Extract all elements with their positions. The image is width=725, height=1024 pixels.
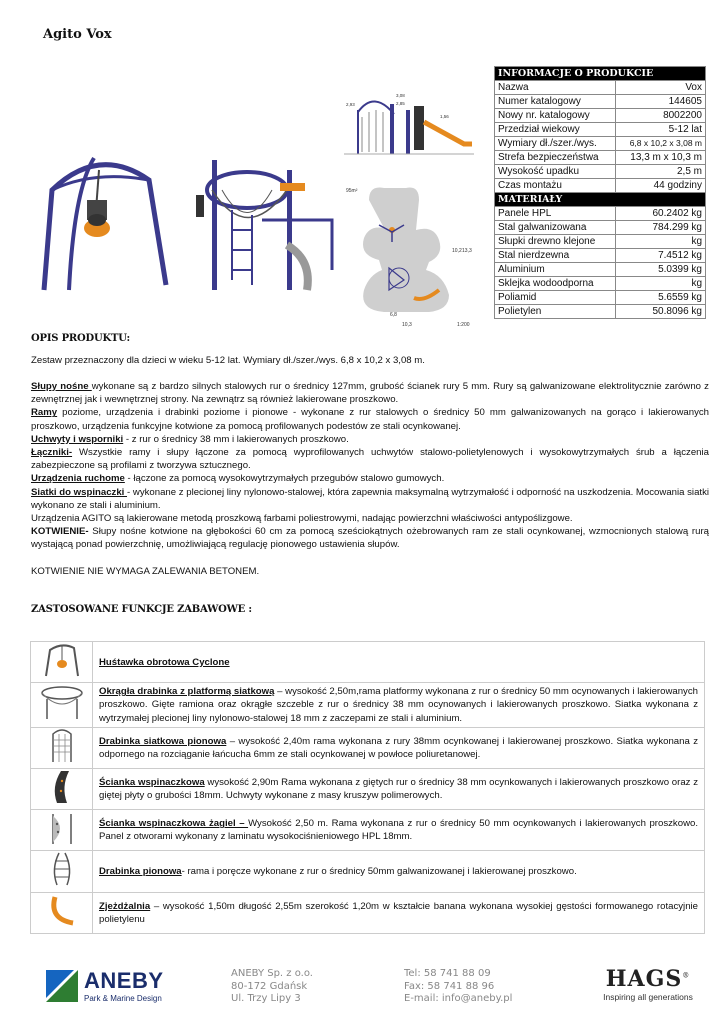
info-label: Stal nierdzewna [495,249,616,263]
info-label: Strefa bezpieczeństwa [495,151,616,165]
info-value: 5-12 lat [616,123,706,137]
info-label: Aluminium [495,263,616,277]
dim-10-2: 10,2 [452,248,462,254]
info-row [495,95,706,109]
info-row [495,165,706,179]
info-row [495,249,706,263]
info-value: 8002200 [616,109,706,123]
dim-10-3: 10,3 [402,322,412,328]
info-label: Polietylen [495,305,616,319]
uchwyty-lead: Uchwyty i wsporniki [31,433,124,445]
info-label: Stal galwanizowana [495,221,616,235]
info-row [495,151,706,165]
info-value: 6,8 x 10,2 x 3,08 m [616,137,706,151]
slide-icon [47,893,77,929]
dim-6-8: 6,8 [390,312,397,318]
dim-13-3: 13,3 [462,248,472,254]
info-row [495,109,706,123]
info-value: 5.0399 kg [616,263,706,277]
function-row: Ścianka wspinaczkowa wysokość 2,90m Rama wykonana z giętych rur o średnicy 38 mm ocynkowanych i lakierowanych proszkowo oraz z giętej płyty o grubości 18mm. Uchwyty wykonane z masy kruszyw polimerowych. [31,769,705,810]
functions-table [30,641,705,934]
function-row: Zjeżdżalnia – wysokość 1,50m długość 2,55m szerokość 1,20m w kształcie banana wykonana wysokiej gęstości formowanego rotacyjnie polietylenu [31,892,705,933]
hags-registered-mark: ® [682,971,691,980]
laczniki-lead: Łączniki- [31,447,73,459]
info-table-header: MATERIAŁY [495,193,706,207]
hags-logo [598,966,698,1006]
product-info-table [494,66,706,319]
info-value: 50.8096 kg [616,305,706,319]
function-row: Drabinka siatkowa pionowa – wysokość 2,40m rama wykonana z rury 38mm ocynkowanej i lakierowanej proszkowo. Siatka wykonana z odpornego na rozciąganie łańcucha 6mm ze stali ocynkowanej w powłoce poliuretanowej. [31,727,705,768]
footer [0,966,725,1016]
plan-view-drawing [344,180,474,330]
info-value: 13,3 m x 10,3 m [616,151,706,165]
ramy-lead: Ramy [31,407,58,419]
contact-block: Tel: 58 741 88 09 Fax: 58 741 88 96 E-mail: info@aneby.pl [404,968,513,1004]
opis-title: OPIS PRODUKTU: [31,333,130,344]
side-view-drawing [344,92,474,160]
info-label: Nazwa [495,81,616,95]
net-ladder-icon [47,728,77,764]
email-link[interactable]: E-mail: info@aneby.pl [404,993,513,1004]
info-label: Sklejka wodoodporna [495,277,616,291]
swing-image [34,150,174,300]
kotwienie-note: KOTWIENIE NIE WYMAGA ZALEWANIA BETONEM. [31,565,260,577]
info-row [495,305,706,319]
info-row [495,277,706,291]
climbing-wall-icon [47,769,77,805]
aneby-logo [44,968,174,1008]
page-title: Agito Vox [43,27,112,42]
info-value: 7.4512 kg [616,249,706,263]
info-label: Panele HPL [495,207,616,221]
opis-body: Słupy nośne wykonane są z bardzo silnych stalowych rur o średnicy 127mm, grubość ścianek rury 5 mm. Rury są galwanizowane elektrolitycznie zarówno z zewnętrznej jak i wewnętrznej strony. Na zewnątrz są również lakierowane proszkowo. Ramy poziome, urządzenia i drabinki poziome i pionowe - wykonane z rur stalowych o średnicy 50 mm galwanizowanych na gorąco i lakierowanych proszkowo, urządzenia funkcyjne kotwione za pomocą profilowanych podestów ze stali ocynkowanej. Uchwyty i wsporniki - z rur o średnicy 38 mm i lakierowanych proszkowo. Łączniki- Wszystkie ramy i słupy łączone za pomocą wyprofilowanych uchwytów stalowo-polietylenowych i wysokowytrzymałych śrub a łączenia zabezpieczone są profilami z tworzywa sztucznego. Urządzenia ruchome - łączone za pomocą wysokowytrzymałych przegubów stalowo gumowych. Siatki do wspinaczki - wykonane z plecionej liny nylonowo-stalowej, która zapewnia maksymalną wytrzymałość i odporność na uszkodzenia. Mocowania siatki wykonano ze stali i aluminium. Urządzenia AGITO są lakierowane metodą proszkową farbami poliestrowymi, nadając powierzchni właściwości antypoślizgowe. KOTWIENIE- Słupy nośne kotwione na głębokości 60 cm za pomocą sześciokątnych ożebrowanych ram ze stali ocynkowanej, wzmocnionych stalową rurą wystającą ponad powierzchnię, umożliwiającą regulację pionowego ustawienia słupów. KOTWIENIE NIE WYMAGA ZALEWANIA BETONEM. [31,381,709,577]
info-label: Nowy nr. katalogowy [495,109,616,123]
info-row [495,137,706,151]
area-label: 95m² [346,188,358,194]
info-value: kg [616,277,706,291]
hags-logo-text: HAGS [605,966,683,992]
info-row [495,221,706,235]
info-value: kg [616,235,706,249]
siatki-lead: Siatki do wspinaczki [31,486,128,498]
info-value: 60.2402 kg [616,207,706,221]
info-row [495,291,706,305]
info-row [495,235,706,249]
structure-image [192,150,342,300]
dim-3-08: 3,08 [396,93,405,98]
info-row [495,263,706,277]
info-label: Czas montażu [495,179,616,193]
info-value: 144605 [616,95,706,109]
aneby-logo-text: ANEBY [84,968,164,993]
function-row: Huśtawka obrotowa Cyclone [31,642,705,683]
function-row: Drabinka pionowa- rama i poręcze wykonane z rur o średnicy 50mm galwanizowanej i lakierowanej proszkowo. [31,851,705,892]
info-row [495,179,706,193]
info-label: Słupki drewno klejone [495,235,616,249]
function-row: Okrągła drabinka z platformą siatkową – wysokość 2,50m,rama platformy wykonana z rur o średnicy 50 mm ocynowanych i lakierowanych proszkowo. Gięte ramiona oraz okrągłe szczeble z rur o średnicy 38 mm ocynowanych i lakierowanych proszkowo. Siatka wykonana z wytrzymałej plecionej liny nylonowo-stalowej 18 mm z zaczepami ze stali i aluminium. [31,683,705,728]
info-value: 2,5 m [616,165,706,179]
info-value: 44 godziny [616,179,706,193]
hags-tagline: Inspiring all generations [603,992,693,1002]
zastosowane-title: ZASTOSOWANE FUNKCJE ZABAWOWE : [31,604,252,615]
info-label: Przedział wiekowy [495,123,616,137]
info-label: Wysokość upadku [495,165,616,179]
slupy-lead: Słupy nośne [31,381,92,392]
info-value: 5.6559 kg [616,291,706,305]
sail-wall-icon [47,810,77,846]
round-ladder-icon [37,685,87,721]
opis-intro: Zestaw przeznaczony dla dzieci w wieku 5-12 lat. Wymiary dł./szer./wys. 6,8 x 10,2 x 3,08 m. [31,355,425,366]
dim-1-56: 1,56 [440,114,449,119]
vertical-ladder-icon [47,851,77,887]
info-value: Vox [616,81,706,95]
info-label: Numer katalogowy [495,95,616,109]
swing-icon [42,642,82,678]
info-label: Wymiary dł./szer./wys. [495,137,616,151]
function-row: Ścianka wspinaczkowa żagiel – Wysokość 2,50 m. Rama wykonana z rur o średnicy 50 mm ocynkowanych i lakierowanych proszkowo. Panel z otworami wykonany z laminatu wysokociśnieniowego HPL 18mm. [31,810,705,851]
dim-2-93: 2,93 [346,102,355,107]
info-row [495,123,706,137]
info-row [495,81,706,95]
dim-2-85: 2,85 [396,101,405,106]
kotwienie-lead: KOTWIENIE- [31,526,89,538]
aneby-logo-sub: Park & Marine Design [84,994,162,1003]
address-block: ANEBY Sp. z o.o. 80-172 Gdańsk Ul. Trzy Lipy 3 [231,968,313,1004]
info-table-header: INFORMACJE O PRODUKCIE [495,67,706,81]
info-value: 784.299 kg [616,221,706,235]
scale-label: 1:200 [457,322,470,328]
info-row [495,207,706,221]
info-label: Poliamid [495,291,616,305]
ruchome-lead: Urządzenia ruchome [31,473,125,485]
